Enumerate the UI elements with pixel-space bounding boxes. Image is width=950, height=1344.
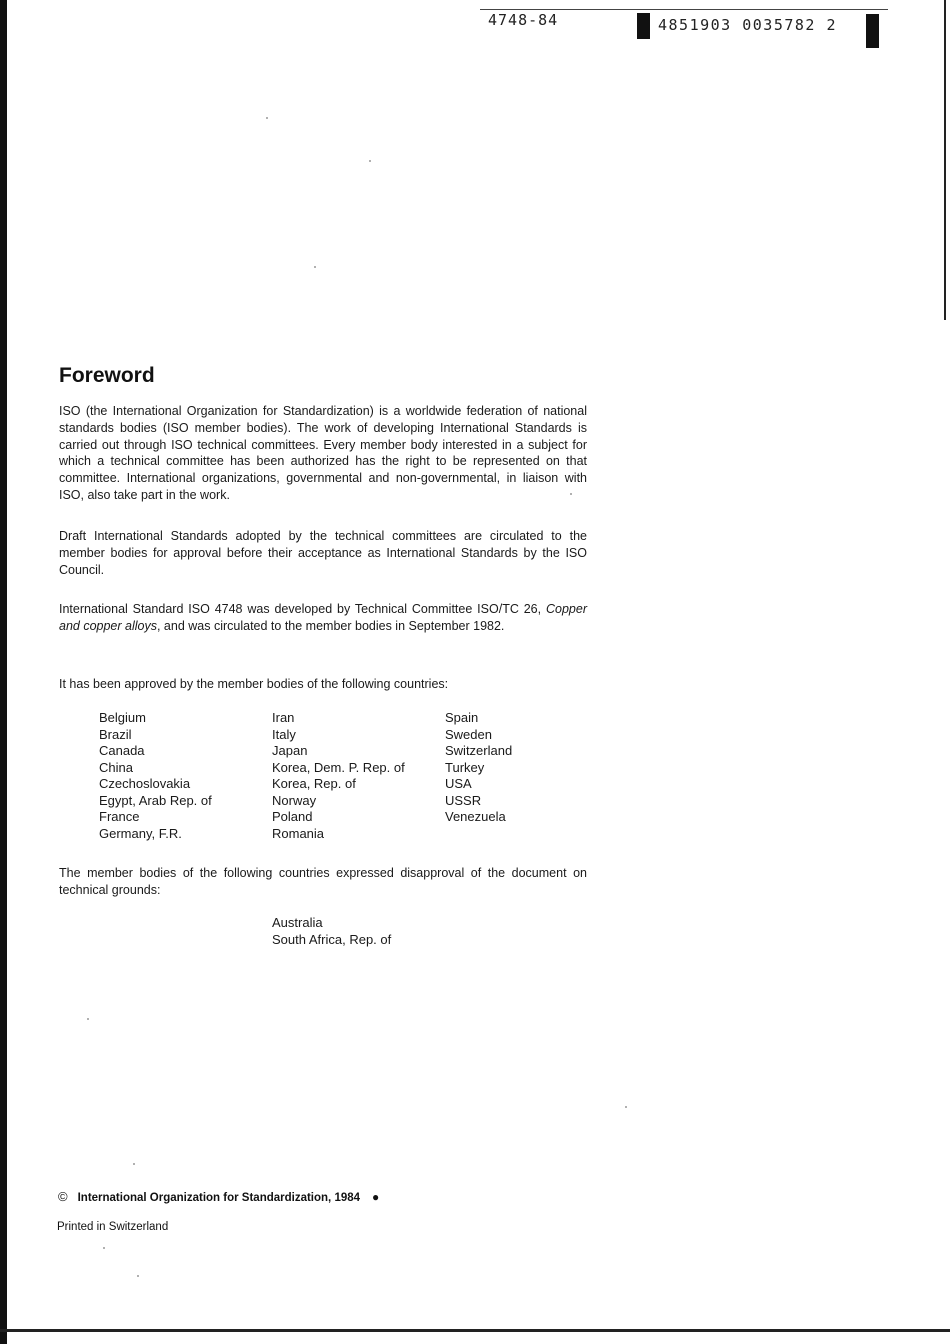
scan-edge-bottom [0, 1329, 950, 1332]
country-name: Turkey [445, 759, 485, 775]
country-name: Iran [272, 710, 295, 725]
approving-countries-column-1 [99, 710, 212, 842]
country-name: Japan [272, 743, 308, 758]
scan-edge-right [944, 0, 946, 320]
copyright-text: International Organization for Standardization, 1984 [77, 1192, 361, 1204]
bullet-icon: ● [372, 1190, 380, 1204]
country-name: Italy [272, 726, 296, 742]
scan-edge-left [0, 0, 7, 1344]
country-name: Brazil [99, 726, 132, 742]
disapproval-intro: The member bodies of the following countries expressed disapproval of the document on technical grounds: [59, 866, 587, 897]
country-name: Romania [272, 825, 325, 841]
country-name: Korea, Dem. P. Rep. of [272, 759, 405, 775]
scan-speck [133, 1163, 135, 1165]
country-name: South Africa, Rep. of [272, 931, 392, 947]
scan-speck [625, 1106, 627, 1108]
barcode-number: 4851903 0035782 2 [658, 16, 838, 34]
country-name: China [99, 759, 133, 775]
standard-text-before: International Standard ISO 4748 was developed by Technical Committee ISO/TC 26, [59, 602, 542, 616]
copyright-icon: © [58, 1189, 68, 1204]
copyright-notice [58, 1189, 379, 1204]
country-name: Korea, Rep. of [272, 776, 356, 791]
foreword-title: Foreword [59, 364, 155, 387]
barcode-mark-left [637, 13, 650, 39]
country-name: France [99, 809, 140, 824]
disapproving-countries [272, 915, 391, 948]
barcode-mark-right [866, 14, 879, 48]
foreword-paragraph-iso: ISO (the International Organization for Standardization) is a worldwide federation of national standards bodies (ISO member bodies). The work of developing International Standards is carried out through ISO technical committees. Every member body interested in a subject for which a technical committee has been authorized has the right to be represented on that committee. International organizations, governmental and non-governmental, in liaison with ISO, also take part in the work. [59, 404, 587, 502]
printed-in-note: Printed in Switzerland [57, 1221, 169, 1233]
country-name: Spain [445, 710, 479, 725]
country-name: Czechoslovakia [99, 776, 191, 791]
header-rule [480, 9, 888, 10]
country-name: Sweden [445, 726, 492, 742]
scan-speck [266, 117, 268, 119]
country-name: Belgium [99, 710, 146, 725]
scan-speck [369, 160, 371, 162]
country-name: Australia [272, 915, 323, 930]
country-name: Switzerland [445, 743, 513, 758]
approving-countries-column-2 [272, 710, 405, 842]
approving-countries-column-3 [445, 710, 512, 826]
scan-speck [103, 1247, 105, 1249]
country-name: USSR [445, 792, 482, 808]
country-name: Germany, F.R. [99, 825, 182, 841]
foreword-paragraph-drafts: Draft International Standards adopted by the technical committees are circulated to the member bodies for approval before their acceptance as International Standards by the ISO Council. [59, 529, 587, 577]
country-name: Canada [99, 743, 145, 758]
standard-title-italic: Copper and copper alloys [59, 602, 587, 633]
country-name: Norway [272, 792, 317, 808]
approval-intro: It has been approved by the member bodies of the following countries: [59, 677, 449, 691]
country-name: USA [445, 776, 472, 791]
document-code: 4748-84 [488, 11, 559, 29]
foreword-paragraph-standard [59, 601, 587, 635]
country-name: Venezuela [445, 809, 506, 824]
scan-speck [137, 1275, 139, 1277]
country-name: Egypt, Arab Rep. of [99, 792, 212, 808]
standard-text-after: , and was circulated to the member bodies in September 1982. [156, 618, 505, 633]
country-name: Poland [272, 809, 313, 824]
scan-speck [314, 266, 316, 268]
scan-speck [87, 1018, 89, 1020]
